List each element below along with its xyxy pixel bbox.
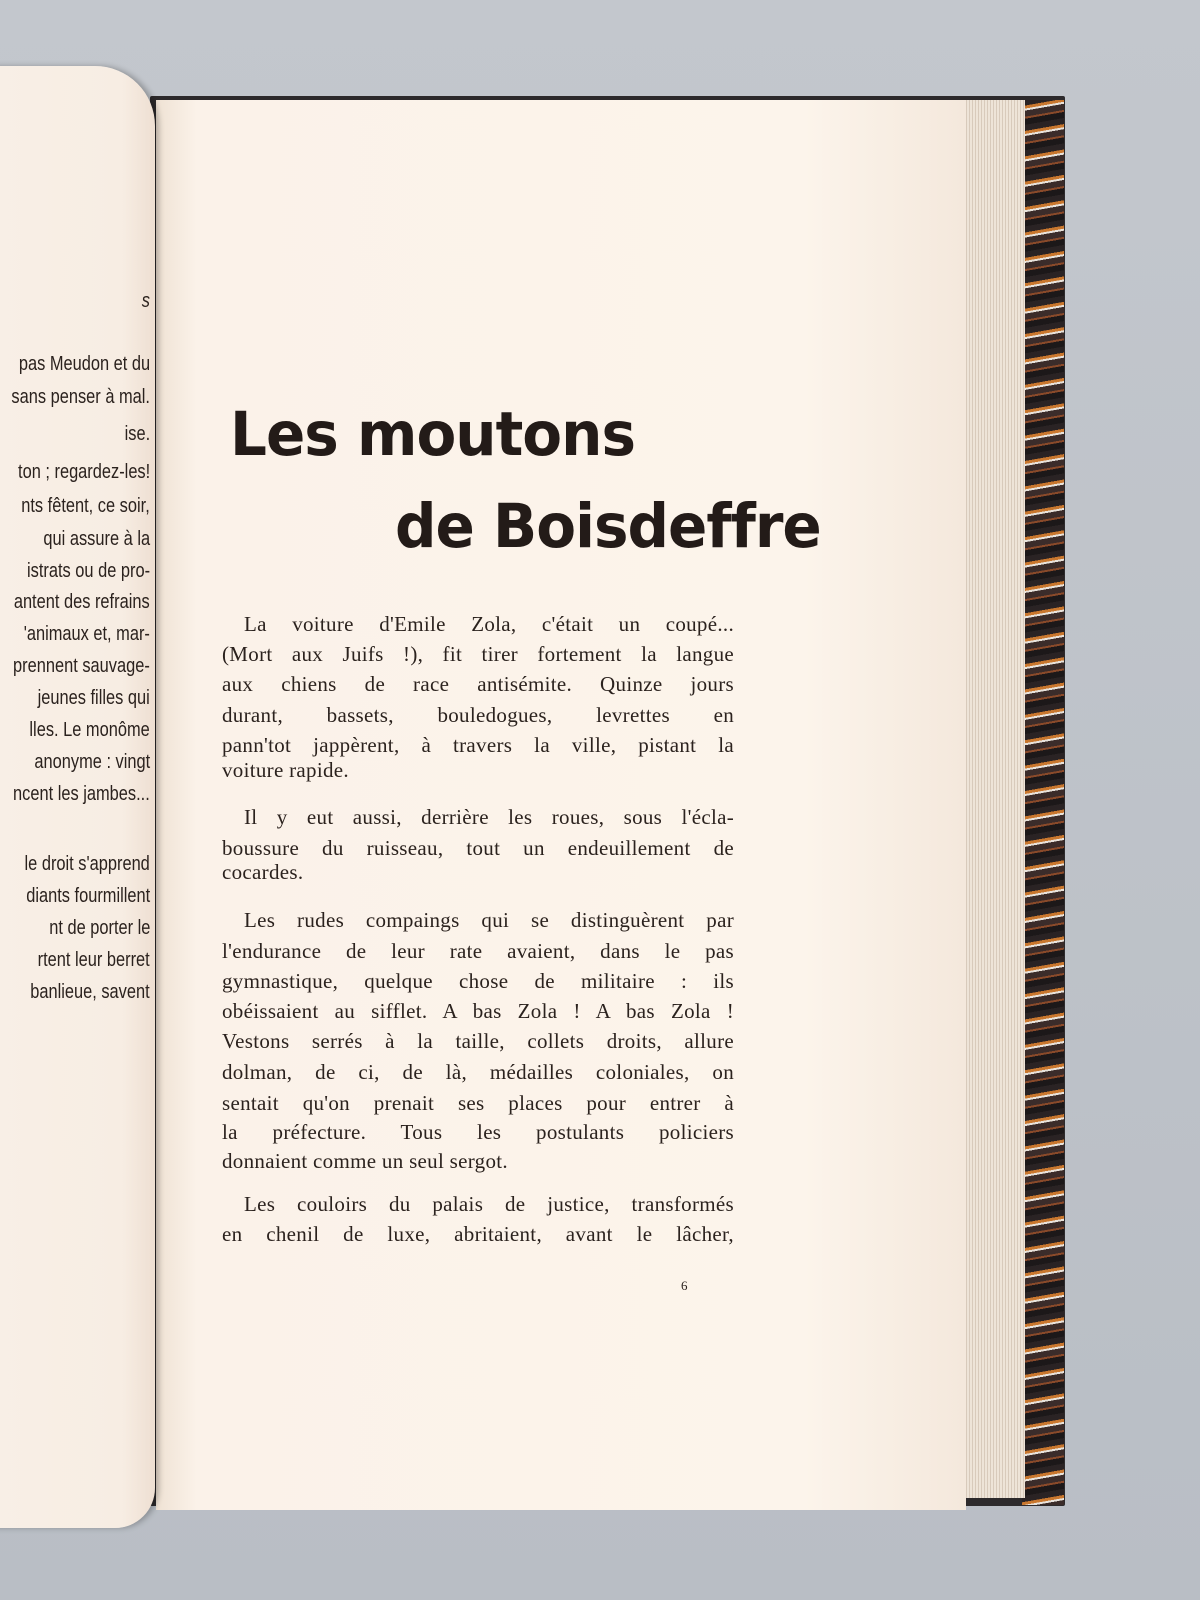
left-page-line: anonyme : vingt <box>34 751 150 773</box>
left-page-line: nts fêtent, ce soir, <box>21 495 150 517</box>
left-page-line: sans penser à mal. <box>11 386 150 408</box>
body-line: durant, bassets, bouledogues, levrettes en <box>222 703 734 727</box>
body-line: donnaient comme un seul sergot. <box>222 1149 508 1173</box>
body-line: La voiture d'Emile Zola, c'était un coupé... <box>244 612 734 636</box>
left-page-line: 'animaux et, mar- <box>23 623 150 645</box>
left-page-line: rtent leur berret <box>37 949 150 971</box>
left-page-line: jeunes filles qui <box>37 687 150 709</box>
left-page-line: s <box>141 290 150 312</box>
left-page-line: istrats ou de pro- <box>26 560 150 582</box>
body-line: Vestons serrés à la taille, collets droits, allure <box>222 1029 734 1053</box>
left-page-line: banlieue, savent <box>30 981 150 1003</box>
body-line: obéissaient au sifflet. A bas Zola ! A bas Zola ! <box>222 999 734 1023</box>
body-line: Il y eut aussi, derrière les roues, sous l'écla- <box>244 805 734 829</box>
left-page-line: diants fourmillent <box>26 885 150 907</box>
body-line: Les couloirs du palais de justice, transformés <box>244 1192 734 1216</box>
title-line-2: de Boisdeffre <box>395 490 821 562</box>
body-line: aux chiens de race antisémite. Quinze jours <box>222 672 734 696</box>
body-line: en chenil de luxe, abritaient, avant le lâcher, <box>222 1222 734 1246</box>
body-line: l'endurance de leur rate avaient, dans le pas <box>222 939 734 963</box>
title-line-1: Les moutons <box>230 398 635 470</box>
left-page-line: le droit s'apprend <box>24 853 150 875</box>
left-page-line: qui assure à la <box>43 528 150 550</box>
body-line: sentait qu'on prenait ses places pour entrer à <box>222 1091 734 1115</box>
left-page-line: nt de porter le <box>48 917 150 939</box>
left-page-line: antent des refrains <box>14 591 150 613</box>
body-line: voiture rapide. <box>222 758 349 782</box>
body-line: dolman, de ci, de là, médailles coloniales, on <box>222 1060 734 1084</box>
left-page-line: lles. Le monôme <box>29 719 150 741</box>
body-line: (Mort aux Juifs !), fit tirer fortement la langue <box>222 642 734 666</box>
body-line: cocardes. <box>222 860 304 884</box>
left-page-line: ncent les jambes... <box>13 783 150 805</box>
body-line: gymnastique, quelque chose de militaire : ils <box>222 969 734 993</box>
body-line: Les rudes compaings qui se distinguèrent par <box>244 908 734 932</box>
left-page-line: ise. <box>124 423 150 445</box>
body-line: boussure du ruisseau, tout un endeuillement de <box>222 836 734 860</box>
marbled-edge <box>1022 100 1064 1505</box>
body-line: la préfecture. Tous les postulants policiers <box>222 1120 734 1144</box>
left-page-line: ton ; regardez-les! <box>17 461 150 483</box>
left-page-line: prennent sauvage- <box>13 655 150 677</box>
left-page-line: pas Meudon et du <box>18 353 150 375</box>
page-number: 6 <box>681 1278 688 1293</box>
body-line: pann'tot jappèrent, à travers la ville, pistant la <box>222 733 734 757</box>
